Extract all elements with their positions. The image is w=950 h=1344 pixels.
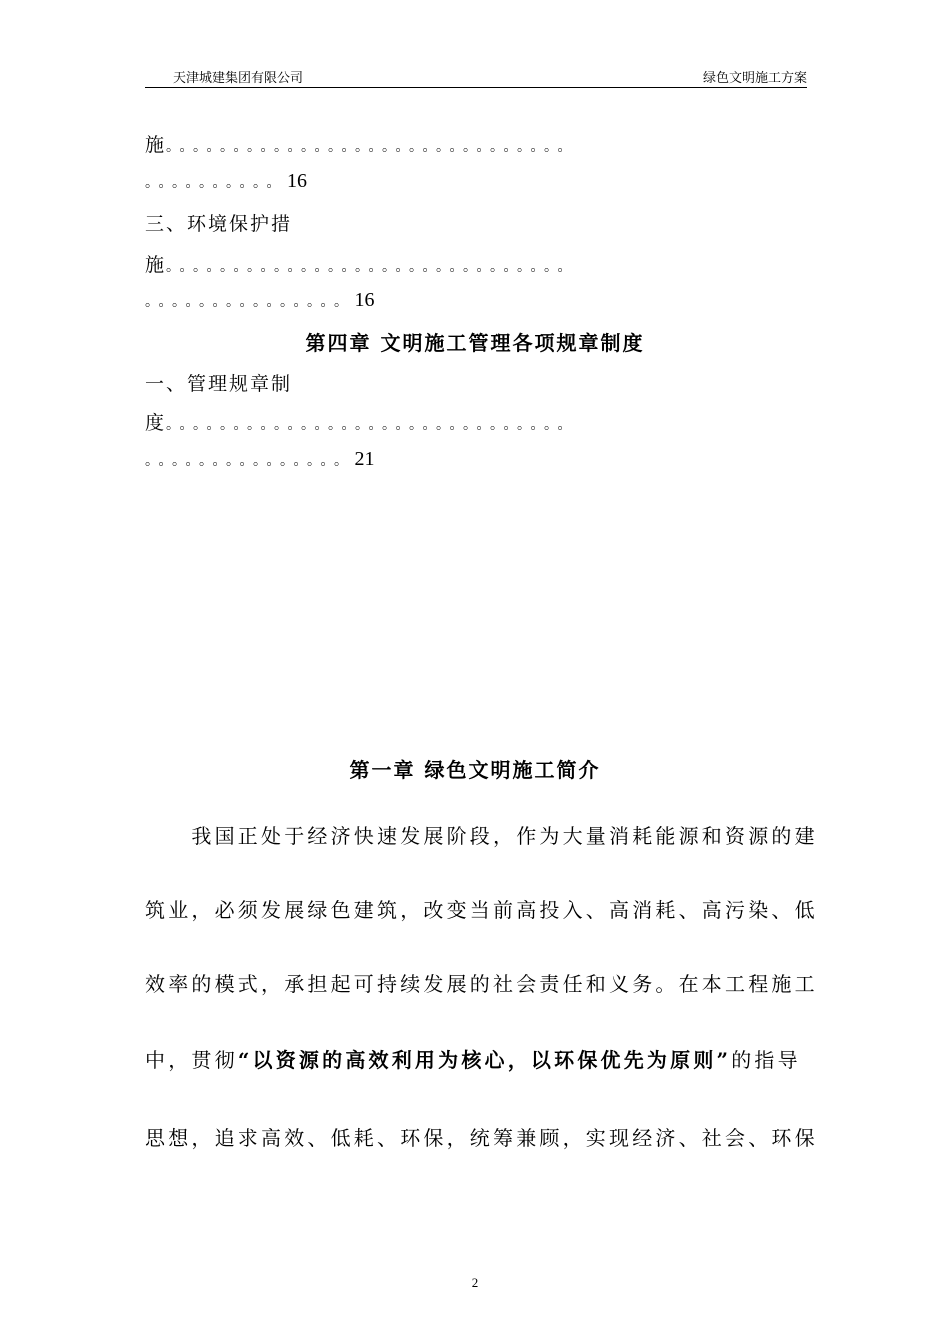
toc-line: [145, 289, 375, 312]
toc-line: [145, 250, 578, 277]
toc-text: 施: [145, 134, 167, 156]
toc-dots: 。。。。。。。。。。。。。。。。。。。。。。。。。。。。。。: [166, 417, 579, 433]
toc-page-number: 16: [354, 289, 375, 311]
toc-line: [145, 130, 578, 157]
toc-text: 施: [145, 254, 167, 276]
page-number: 2: [471, 1275, 479, 1290]
emphasized-quote: “以资源的高效利用为核心，以环保优先为原则”: [237, 1048, 732, 1072]
toc-dots: 。。。。。。。。。。。。。。。: [145, 294, 355, 310]
toc-text: 度: [145, 412, 167, 434]
toc-line: [145, 408, 578, 435]
toc-dots: 。。。。。。。。。。。。。。。。。。。。。。。。。。。。。。: [166, 139, 579, 155]
paragraph-line: [145, 1044, 801, 1073]
toc-line: [145, 170, 307, 193]
paragraph-line: 筑业，必须发展绿色建筑，改变当前高投入、高消耗、高污染、低: [145, 898, 818, 922]
toc-dots: 。。。。。。。。。。。。。。。: [145, 453, 355, 469]
toc-page-number: 21: [354, 448, 375, 470]
header-doc-title: 绿色文明施工方案: [702, 71, 807, 86]
paragraph-line: 我国正处于经济快速发展阶段，作为大量消耗能源和资源的建: [145, 824, 818, 848]
header-company: 天津城建集团有限公司: [173, 71, 304, 86]
paragraph-line: 效率的模式，承担起可持续发展的社会责任和义务。在本工程施工: [145, 972, 818, 996]
paragraph-text: 的指导: [731, 1048, 801, 1072]
toc-item-title: 三、环境保护措: [145, 213, 293, 235]
toc-page-number: 16: [287, 170, 307, 192]
toc-dots: 。。。。。。。。。。。。。。。。。。。。。。。。。。。。。。: [166, 259, 579, 275]
toc-chapter-heading: 第四章 文明施工管理各项规章制度: [305, 331, 645, 355]
page-header: [145, 67, 807, 88]
paragraph-line: 思想，追求高效、低耗、环保，统筹兼顾，实现经济、社会、环保: [145, 1126, 818, 1150]
chapter-title: 第一章 绿色文明施工简介: [349, 758, 601, 782]
toc-line: [145, 448, 375, 471]
toc-dots: 。。。。。。。。。。: [145, 175, 287, 191]
paragraph-text: 中，贯彻: [145, 1048, 238, 1072]
toc-item-title: 一、管理规章制: [145, 373, 293, 395]
